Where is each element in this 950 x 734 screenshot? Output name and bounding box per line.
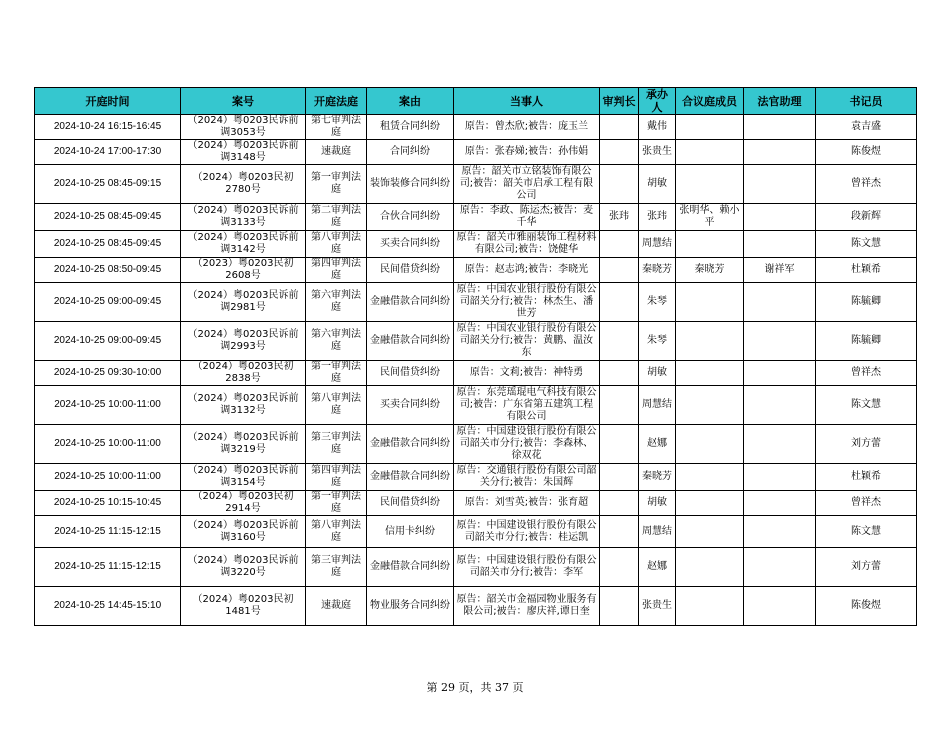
cell-time: 2024-10-25 10:00-11:00 <box>35 425 181 464</box>
cell-clerk: 袁吉盛 <box>816 115 917 140</box>
cell-chief-judge <box>600 361 639 386</box>
cell-courtroom: 第六审判法庭 <box>306 322 367 361</box>
cell-parties: 原告：中国建设银行股份有限公司韶关市分行;被告：李军 <box>454 548 600 587</box>
cell-courtroom: 速裁庭 <box>306 587 367 626</box>
cell-handler: 胡敏 <box>639 165 676 204</box>
cell-cause: 民间借贷纠纷 <box>367 361 454 386</box>
cell-time: 2024-10-25 10:15-10:45 <box>35 491 181 516</box>
cell-chief-judge <box>600 140 639 165</box>
cell-panel <box>676 231 744 258</box>
cell-parties: 原告：李政、陈运杰;被告：麦千华 <box>454 204 600 231</box>
cell-parties: 原告：交通银行股份有限公司韶关分行;被告：朱国辉 <box>454 464 600 491</box>
cell-assistant <box>744 165 816 204</box>
cell-courtroom: 第八审判法庭 <box>306 516 367 548</box>
cell-parties: 原告：东莞瑶琨电气科技有限公司;被告：广东省第五建筑工程有限公司 <box>454 386 600 425</box>
cell-case-number: （2023）粤0203民初2608号 <box>181 258 306 283</box>
cell-handler: 周慧结 <box>639 231 676 258</box>
col-header-case-number: 案号 <box>181 88 306 115</box>
cell-cause: 民间借贷纠纷 <box>367 491 454 516</box>
cell-panel <box>676 115 744 140</box>
cell-handler: 周慧结 <box>639 516 676 548</box>
cell-assistant <box>744 464 816 491</box>
cell-parties: 原告：中国建设银行股份有限公司韶关市分行;被告：李森林、徐双花 <box>454 425 600 464</box>
table-row <box>35 115 917 140</box>
cell-time: 2024-10-24 17:00-17:30 <box>35 140 181 165</box>
cell-assistant <box>744 548 816 587</box>
cell-courtroom: 第八审判法庭 <box>306 231 367 258</box>
cell-case-number: （2024）粤0203民诉前调3154号 <box>181 464 306 491</box>
cell-time: 2024-10-25 08:45-09:45 <box>35 204 181 231</box>
cell-panel <box>676 516 744 548</box>
cell-cause: 物业服务合同纠纷 <box>367 587 454 626</box>
cell-clerk: 陈俊煜 <box>816 140 917 165</box>
cell-assistant <box>744 283 816 322</box>
cell-time: 2024-10-25 11:15-12:15 <box>35 548 181 587</box>
cell-clerk: 陈文慧 <box>816 516 917 548</box>
cell-handler: 张玮 <box>639 204 676 231</box>
cell-handler: 戴伟 <box>639 115 676 140</box>
cell-handler: 张贵生 <box>639 140 676 165</box>
cell-clerk: 曾祥杰 <box>816 165 917 204</box>
cell-chief-judge <box>600 322 639 361</box>
cell-parties: 原告：文莉;被告：神特勇 <box>454 361 600 386</box>
cell-panel <box>676 140 744 165</box>
table-row <box>35 464 917 491</box>
cell-assistant <box>744 140 816 165</box>
cell-cause: 买卖合同纠纷 <box>367 386 454 425</box>
col-header-courtroom: 开庭法庭 <box>306 88 367 115</box>
cell-panel: 张明华、赖小平 <box>676 204 744 231</box>
col-header-panel: 合议庭成员 <box>676 88 744 115</box>
cell-panel <box>676 587 744 626</box>
cell-parties: 原告：韶关市金福园物业服务有限公司;被告：廖庆祥,谭日奎 <box>454 587 600 626</box>
cell-chief-judge <box>600 386 639 425</box>
cell-time: 2024-10-24 16:15-16:45 <box>35 115 181 140</box>
cell-parties: 原告：中国农业银行股份有限公司韶关分行;被告：林杰生、潘世芳 <box>454 283 600 322</box>
table-row <box>35 258 917 283</box>
cell-handler: 周慧结 <box>639 386 676 425</box>
cell-panel <box>676 283 744 322</box>
cell-parties: 原告：张春娣;被告：孙伟娟 <box>454 140 600 165</box>
page-footer: 第 29 页，共 37 页 <box>426 681 524 694</box>
cell-chief-judge <box>600 425 639 464</box>
cell-chief-judge <box>600 165 639 204</box>
cell-time: 2024-10-25 08:45-09:45 <box>35 231 181 258</box>
cell-clerk: 陈毓卿 <box>816 322 917 361</box>
cell-case-number: （2024）粤0203民诉前调3148号 <box>181 140 306 165</box>
schedule-sheet <box>34 87 917 626</box>
cell-assistant <box>744 587 816 626</box>
cell-case-number: （2024）粤0203民诉前调3132号 <box>181 386 306 425</box>
table-row <box>35 386 917 425</box>
cell-case-number: （2024）粤0203民初2914号 <box>181 491 306 516</box>
hearing-schedule-table <box>34 87 917 626</box>
cell-courtroom: 第二审判法庭 <box>306 204 367 231</box>
cell-cause: 金融借款合同纠纷 <box>367 322 454 361</box>
cell-courtroom: 第八审判法庭 <box>306 386 367 425</box>
cell-chief-judge <box>600 258 639 283</box>
cell-cause: 民间借贷纠纷 <box>367 258 454 283</box>
cell-case-number: （2024）粤0203民初2838号 <box>181 361 306 386</box>
cell-case-number: （2024）粤0203民初2780号 <box>181 165 306 204</box>
table-row <box>35 548 917 587</box>
col-header-clerk: 书记员 <box>816 88 917 115</box>
cell-case-number: （2024）粤0203民诉前调3219号 <box>181 425 306 464</box>
cell-case-number: （2024）粤0203民诉前调3142号 <box>181 231 306 258</box>
cell-chief-judge <box>600 464 639 491</box>
cell-time: 2024-10-25 09:00-09:45 <box>35 322 181 361</box>
cell-panel: 秦晓芳 <box>676 258 744 283</box>
cell-handler: 胡敏 <box>639 361 676 386</box>
cell-chief-judge <box>600 231 639 258</box>
cell-cause: 租赁合同纠纷 <box>367 115 454 140</box>
cell-assistant <box>744 204 816 231</box>
cell-assistant: 谢祥军 <box>744 258 816 283</box>
cell-case-number: （2024）粤0203民诉前调3053号 <box>181 115 306 140</box>
table-row <box>35 361 917 386</box>
cell-case-number: （2024）粤0203民初1481号 <box>181 587 306 626</box>
cell-handler: 赵娜 <box>639 425 676 464</box>
cell-courtroom: 第四审判法庭 <box>306 464 367 491</box>
table-row <box>35 231 917 258</box>
cell-time: 2024-10-25 11:15-12:15 <box>35 516 181 548</box>
cell-parties: 原告：韶关市立铭装饰有限公司;被告：韶关市启承工程有限公司 <box>454 165 600 204</box>
cell-cause: 装饰装修合同纠纷 <box>367 165 454 204</box>
cell-courtroom: 第七审判法庭 <box>306 115 367 140</box>
cell-handler: 胡敏 <box>639 491 676 516</box>
table-row <box>35 140 917 165</box>
cell-case-number: （2024）粤0203民诉前调3220号 <box>181 548 306 587</box>
cell-panel <box>676 361 744 386</box>
cell-time: 2024-10-25 09:00-09:45 <box>35 283 181 322</box>
cell-time: 2024-10-25 10:00-11:00 <box>35 386 181 425</box>
cell-parties: 原告：韶关市雅丽装饰工程材料有限公司;被告：饶健华 <box>454 231 600 258</box>
cell-parties: 原告：中国农业银行股份有限公司韶关分行;被告：黄鹏、温汝东 <box>454 322 600 361</box>
cell-chief-judge <box>600 283 639 322</box>
col-header-cause: 案由 <box>367 88 454 115</box>
table-row <box>35 322 917 361</box>
cell-chief-judge: 张玮 <box>600 204 639 231</box>
cell-cause: 金融借款合同纠纷 <box>367 283 454 322</box>
cell-time: 2024-10-25 08:45-09:15 <box>35 165 181 204</box>
cell-clerk: 陈毓卿 <box>816 283 917 322</box>
cell-clerk: 段新辉 <box>816 204 917 231</box>
table-row <box>35 516 917 548</box>
cell-chief-judge <box>600 115 639 140</box>
cell-case-number: （2024）粤0203民诉前调3133号 <box>181 204 306 231</box>
cell-case-number: （2024）粤0203民诉前调2981号 <box>181 283 306 322</box>
cell-clerk: 刘方蕾 <box>816 548 917 587</box>
cell-chief-judge <box>600 491 639 516</box>
cell-chief-judge <box>600 516 639 548</box>
cell-parties: 原告：中国建设银行股份有限公司韶关市分行;被告：桂运凯 <box>454 516 600 548</box>
col-header-chief-judge: 审判长 <box>600 88 639 115</box>
cell-handler: 赵娜 <box>639 548 676 587</box>
cell-time: 2024-10-25 08:50-09:45 <box>35 258 181 283</box>
cell-panel <box>676 322 744 361</box>
cell-panel <box>676 464 744 491</box>
cell-courtroom: 第三审判法庭 <box>306 548 367 587</box>
cell-assistant <box>744 491 816 516</box>
cell-panel <box>676 548 744 587</box>
cell-panel <box>676 491 744 516</box>
cell-clerk: 陈文慧 <box>816 386 917 425</box>
cell-case-number: （2024）粤0203民诉前调2993号 <box>181 322 306 361</box>
cell-clerk: 杜颖希 <box>816 258 917 283</box>
cell-handler: 朱琴 <box>639 283 676 322</box>
table-row <box>35 425 917 464</box>
cell-courtroom: 第一审判法庭 <box>306 491 367 516</box>
table-row <box>35 587 917 626</box>
cell-assistant <box>744 516 816 548</box>
cell-assistant <box>744 322 816 361</box>
cell-parties: 原告：刘雪英;被告：张育超 <box>454 491 600 516</box>
cell-courtroom: 速裁庭 <box>306 140 367 165</box>
cell-panel <box>676 386 744 425</box>
cell-chief-judge <box>600 587 639 626</box>
cell-cause: 合伙合同纠纷 <box>367 204 454 231</box>
cell-assistant <box>744 425 816 464</box>
cell-time: 2024-10-25 14:45-15:10 <box>35 587 181 626</box>
cell-time: 2024-10-25 09:30-10:00 <box>35 361 181 386</box>
cell-clerk: 曾祥杰 <box>816 491 917 516</box>
cell-chief-judge <box>600 548 639 587</box>
table-row <box>35 204 917 231</box>
cell-courtroom: 第六审判法庭 <box>306 283 367 322</box>
cell-cause: 金融借款合同纠纷 <box>367 425 454 464</box>
cell-cause: 信用卡纠纷 <box>367 516 454 548</box>
cell-handler: 张贵生 <box>639 587 676 626</box>
cell-cause: 金融借款合同纠纷 <box>367 548 454 587</box>
cell-clerk: 陈文慧 <box>816 231 917 258</box>
cell-courtroom: 第四审判法庭 <box>306 258 367 283</box>
cell-courtroom: 第三审判法庭 <box>306 425 367 464</box>
cell-clerk: 刘方蕾 <box>816 425 917 464</box>
cell-handler: 秦晓芳 <box>639 464 676 491</box>
col-header-time: 开庭时间 <box>35 88 181 115</box>
cell-assistant <box>744 231 816 258</box>
cell-case-number: （2024）粤0203民诉前调3160号 <box>181 516 306 548</box>
cell-handler: 朱琴 <box>639 322 676 361</box>
cell-clerk: 杜颖希 <box>816 464 917 491</box>
col-header-handler: 承办人 <box>639 88 676 115</box>
cell-time: 2024-10-25 10:00-11:00 <box>35 464 181 491</box>
cell-panel <box>676 425 744 464</box>
cell-cause: 买卖合同纠纷 <box>367 231 454 258</box>
cell-cause: 合同纠纷 <box>367 140 454 165</box>
cell-parties: 原告：曾杰欣;被告：庞玉兰 <box>454 115 600 140</box>
table-row <box>35 165 917 204</box>
cell-cause: 金融借款合同纠纷 <box>367 464 454 491</box>
cell-assistant <box>744 386 816 425</box>
cell-clerk: 曾祥杰 <box>816 361 917 386</box>
cell-clerk: 陈俊煜 <box>816 587 917 626</box>
table-row <box>35 491 917 516</box>
cell-handler: 秦晓芳 <box>639 258 676 283</box>
table-row <box>35 283 917 322</box>
cell-parties: 原告：赵志鸿;被告：李晓光 <box>454 258 600 283</box>
cell-courtroom: 第一审判法庭 <box>306 165 367 204</box>
col-header-assistant: 法官助理 <box>744 88 816 115</box>
cell-assistant <box>744 115 816 140</box>
col-header-parties: 当事人 <box>454 88 600 115</box>
cell-panel <box>676 165 744 204</box>
cell-assistant <box>744 361 816 386</box>
header-row <box>35 88 917 115</box>
cell-courtroom: 第一审判法庭 <box>306 361 367 386</box>
